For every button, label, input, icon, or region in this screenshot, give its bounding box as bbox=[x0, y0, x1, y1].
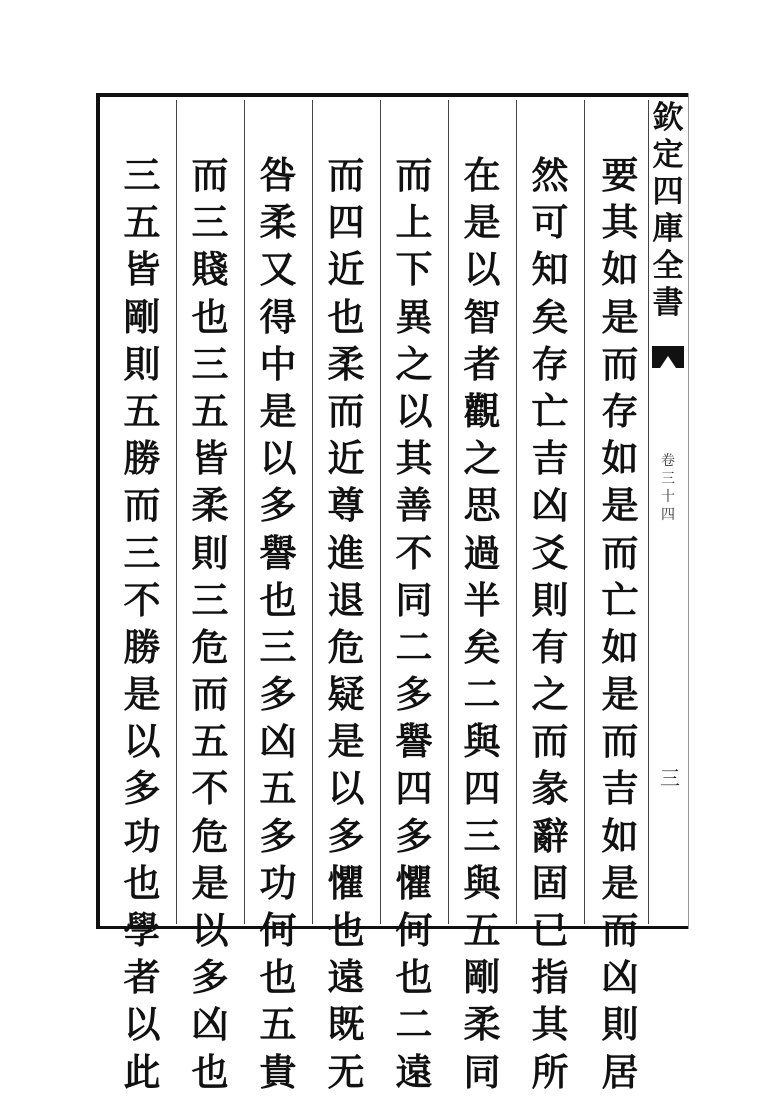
glyph: 以 bbox=[327, 766, 365, 811]
glyph: 二 bbox=[463, 672, 501, 717]
glyph: 多 bbox=[259, 813, 297, 858]
glyph: 則 bbox=[123, 341, 161, 386]
glyph: 多 bbox=[123, 766, 161, 811]
glyph: 而 bbox=[601, 719, 639, 764]
glyph: 而 bbox=[123, 483, 161, 528]
glyph: 多 bbox=[191, 955, 229, 1000]
glyph: 不 bbox=[123, 577, 161, 622]
column-rule bbox=[176, 100, 177, 924]
glyph: 過 bbox=[463, 530, 501, 575]
glyph: 則 bbox=[531, 577, 569, 622]
glyph: 同 bbox=[463, 1049, 501, 1094]
column-rule bbox=[312, 100, 313, 924]
glyph: 剛 bbox=[123, 294, 161, 339]
glyph: 也 bbox=[395, 955, 433, 1000]
glyph: 矣 bbox=[531, 294, 569, 339]
glyph: 以 bbox=[259, 436, 297, 481]
glyph: 是 bbox=[601, 672, 639, 717]
glyph: 中 bbox=[259, 341, 297, 386]
glyph: 貴 bbox=[259, 1049, 297, 1094]
glyph: 四 bbox=[327, 200, 365, 245]
glyph: 亡 bbox=[531, 388, 569, 433]
glyph: 是 bbox=[463, 200, 501, 245]
glyph: 无 bbox=[327, 1049, 365, 1094]
glyph: 何 bbox=[259, 908, 297, 952]
glyph: 三 bbox=[661, 471, 675, 487]
glyph: 多 bbox=[395, 672, 433, 717]
glyph: 五 bbox=[191, 388, 229, 433]
glyph: 近 bbox=[327, 436, 365, 481]
column-rule bbox=[244, 100, 245, 924]
glyph: 多 bbox=[259, 483, 297, 528]
glyph: 五 bbox=[259, 766, 297, 811]
glyph: 此 bbox=[123, 1049, 161, 1094]
glyph: 三 bbox=[123, 530, 161, 575]
glyph: 遠 bbox=[395, 1049, 433, 1094]
glyph: 爻 bbox=[531, 530, 569, 575]
text-column bbox=[592, 152, 648, 1096]
volume-number-margin bbox=[656, 452, 680, 524]
glyph: 所 bbox=[531, 1049, 569, 1094]
glyph: 多 bbox=[395, 813, 433, 858]
text-column bbox=[522, 152, 578, 1096]
glyph: 遠 bbox=[327, 955, 365, 1000]
glyph: 是 bbox=[327, 719, 365, 764]
glyph: 者 bbox=[463, 341, 501, 386]
glyph: 四 bbox=[661, 507, 675, 523]
glyph: 有 bbox=[531, 624, 569, 669]
glyph: 凶 bbox=[259, 719, 297, 764]
glyph: 而 bbox=[327, 153, 365, 197]
glyph: 是 bbox=[259, 388, 297, 433]
glyph: 上 bbox=[395, 200, 433, 245]
text-column bbox=[250, 152, 306, 1096]
glyph: 吉 bbox=[531, 436, 569, 481]
glyph: 三 bbox=[191, 577, 229, 622]
glyph: 是 bbox=[601, 483, 639, 528]
glyph: 固 bbox=[531, 860, 569, 905]
glyph: 存 bbox=[531, 341, 569, 386]
text-column bbox=[114, 152, 170, 1096]
column-rule bbox=[380, 100, 381, 924]
glyph: 三 bbox=[463, 813, 501, 858]
text-column bbox=[454, 152, 510, 1096]
glyph: 尊 bbox=[327, 483, 365, 528]
glyph: 三 bbox=[191, 341, 229, 386]
glyph: 其 bbox=[601, 200, 639, 245]
glyph: 五 bbox=[191, 719, 229, 764]
glyph: 進 bbox=[327, 530, 365, 575]
glyph: 如 bbox=[601, 813, 639, 858]
glyph: 也 bbox=[191, 294, 229, 339]
glyph: 指 bbox=[531, 955, 569, 1000]
glyph: 疑 bbox=[327, 672, 365, 717]
glyph: 以 bbox=[123, 1002, 161, 1047]
glyph: 下 bbox=[395, 247, 433, 292]
glyph: 者 bbox=[123, 955, 161, 1000]
book-title-margin bbox=[648, 100, 688, 322]
glyph: 柔 bbox=[327, 341, 365, 386]
glyph: 思 bbox=[463, 483, 501, 528]
glyph: 既 bbox=[327, 1002, 365, 1047]
glyph: 三 bbox=[191, 200, 229, 245]
glyph: 定 bbox=[652, 137, 684, 173]
glyph: 吉 bbox=[601, 766, 639, 811]
glyph: 之 bbox=[395, 341, 433, 386]
glyph: 欽 bbox=[652, 100, 684, 136]
glyph: 功 bbox=[123, 813, 161, 858]
glyph: 可 bbox=[531, 200, 569, 245]
glyph: 十 bbox=[661, 489, 675, 505]
glyph: 勝 bbox=[123, 624, 161, 669]
glyph: 而 bbox=[601, 908, 639, 952]
glyph: 如 bbox=[601, 247, 639, 292]
glyph: 學 bbox=[123, 908, 161, 952]
text-column bbox=[318, 152, 374, 1096]
glyph: 凶 bbox=[191, 1002, 229, 1047]
glyph: 而 bbox=[395, 153, 433, 197]
glyph: 勝 bbox=[123, 436, 161, 481]
glyph: 不 bbox=[191, 766, 229, 811]
glyph: 危 bbox=[327, 624, 365, 669]
glyph: 而 bbox=[601, 341, 639, 386]
glyph: 五 bbox=[463, 908, 501, 952]
glyph: 退 bbox=[327, 577, 365, 622]
glyph: 也 bbox=[259, 955, 297, 1000]
glyph: 與 bbox=[463, 719, 501, 764]
glyph: 全 bbox=[652, 248, 684, 284]
frame-top-border bbox=[96, 93, 688, 97]
glyph: 皆 bbox=[123, 247, 161, 292]
text-column bbox=[182, 152, 238, 1096]
glyph: 不 bbox=[395, 530, 433, 575]
glyph: 何 bbox=[395, 908, 433, 952]
glyph: 在 bbox=[463, 153, 501, 197]
glyph: 譽 bbox=[259, 530, 297, 575]
glyph: 也 bbox=[327, 294, 365, 339]
glyph: 矣 bbox=[463, 624, 501, 669]
glyph: 賤 bbox=[191, 247, 229, 292]
glyph: 二 bbox=[395, 624, 433, 669]
glyph: 三 bbox=[259, 624, 297, 669]
column-rule bbox=[584, 100, 585, 924]
glyph: 危 bbox=[191, 813, 229, 858]
glyph: 而 bbox=[191, 153, 229, 197]
glyph: 之 bbox=[463, 436, 501, 481]
glyph: 庫 bbox=[652, 211, 684, 247]
glyph: 四 bbox=[395, 766, 433, 811]
glyph: 皆 bbox=[191, 436, 229, 481]
glyph: 三 bbox=[123, 153, 161, 197]
glyph: 柔 bbox=[259, 200, 297, 245]
glyph: 智 bbox=[463, 294, 501, 339]
glyph: 與 bbox=[463, 860, 501, 905]
glyph: 五 bbox=[123, 388, 161, 433]
glyph: 則 bbox=[191, 530, 229, 575]
glyph: 亡 bbox=[601, 577, 639, 622]
glyph: 如 bbox=[601, 624, 639, 669]
glyph: 已 bbox=[531, 908, 569, 952]
glyph: 多 bbox=[259, 672, 297, 717]
glyph: 是 bbox=[601, 294, 639, 339]
glyph: 是 bbox=[601, 860, 639, 905]
glyph: 以 bbox=[191, 908, 229, 952]
glyph: 也 bbox=[327, 908, 365, 952]
glyph: 知 bbox=[531, 247, 569, 292]
glyph: 近 bbox=[327, 247, 365, 292]
column-rule bbox=[448, 100, 449, 924]
glyph: 得 bbox=[259, 294, 297, 339]
glyph: 懼 bbox=[327, 860, 365, 905]
glyph: 如 bbox=[601, 436, 639, 481]
glyph: 功 bbox=[259, 860, 297, 905]
glyph: 書 bbox=[652, 285, 684, 321]
glyph: 則 bbox=[601, 1002, 639, 1047]
glyph: 多 bbox=[327, 813, 365, 858]
glyph: 危 bbox=[191, 624, 229, 669]
glyph: 彖 bbox=[531, 766, 569, 811]
glyph: 二 bbox=[395, 1002, 433, 1047]
glyph: 譽 bbox=[395, 719, 433, 764]
page-number: 三 bbox=[660, 766, 680, 790]
page-fold-edge bbox=[688, 93, 689, 929]
glyph: 其 bbox=[395, 436, 433, 481]
glyph: 以 bbox=[463, 247, 501, 292]
glyph: 四 bbox=[463, 766, 501, 811]
glyph: 居 bbox=[601, 1049, 639, 1094]
glyph: 善 bbox=[395, 483, 433, 528]
glyph: 要 bbox=[601, 153, 639, 197]
glyph: 卷 bbox=[661, 453, 675, 469]
glyph: 而 bbox=[531, 719, 569, 764]
glyph: 以 bbox=[395, 388, 433, 433]
glyph: 也 bbox=[123, 860, 161, 905]
glyph: 懼 bbox=[395, 860, 433, 905]
frame-left-border bbox=[96, 93, 100, 929]
glyph: 之 bbox=[531, 672, 569, 717]
glyph: 辭 bbox=[531, 813, 569, 858]
glyph: 存 bbox=[601, 388, 639, 433]
glyph: 凶 bbox=[531, 483, 569, 528]
glyph: 半 bbox=[463, 577, 501, 622]
glyph: 以 bbox=[123, 719, 161, 764]
glyph: 異 bbox=[395, 294, 433, 339]
glyph: 觀 bbox=[463, 388, 501, 433]
glyph: 柔 bbox=[463, 1002, 501, 1047]
glyph: 而 bbox=[601, 530, 639, 575]
glyph: 剛 bbox=[463, 955, 501, 1000]
glyph: 其 bbox=[531, 1002, 569, 1047]
glyph: 五 bbox=[123, 200, 161, 245]
glyph: 是 bbox=[123, 672, 161, 717]
fish-tail-mark bbox=[652, 346, 684, 368]
glyph: 咎 bbox=[259, 153, 297, 197]
column-rule bbox=[516, 100, 517, 924]
glyph: 也 bbox=[259, 577, 297, 622]
glyph: 四 bbox=[652, 174, 684, 210]
glyph: 然 bbox=[531, 153, 569, 197]
glyph: 凶 bbox=[601, 955, 639, 1000]
glyph: 柔 bbox=[191, 483, 229, 528]
glyph: 而 bbox=[191, 672, 229, 717]
glyph: 又 bbox=[259, 247, 297, 292]
glyph: 是 bbox=[191, 860, 229, 905]
glyph: 同 bbox=[395, 577, 433, 622]
glyph: 五 bbox=[259, 1002, 297, 1047]
glyph: 而 bbox=[327, 388, 365, 433]
glyph: 也 bbox=[191, 1049, 229, 1094]
text-column bbox=[386, 152, 442, 1096]
